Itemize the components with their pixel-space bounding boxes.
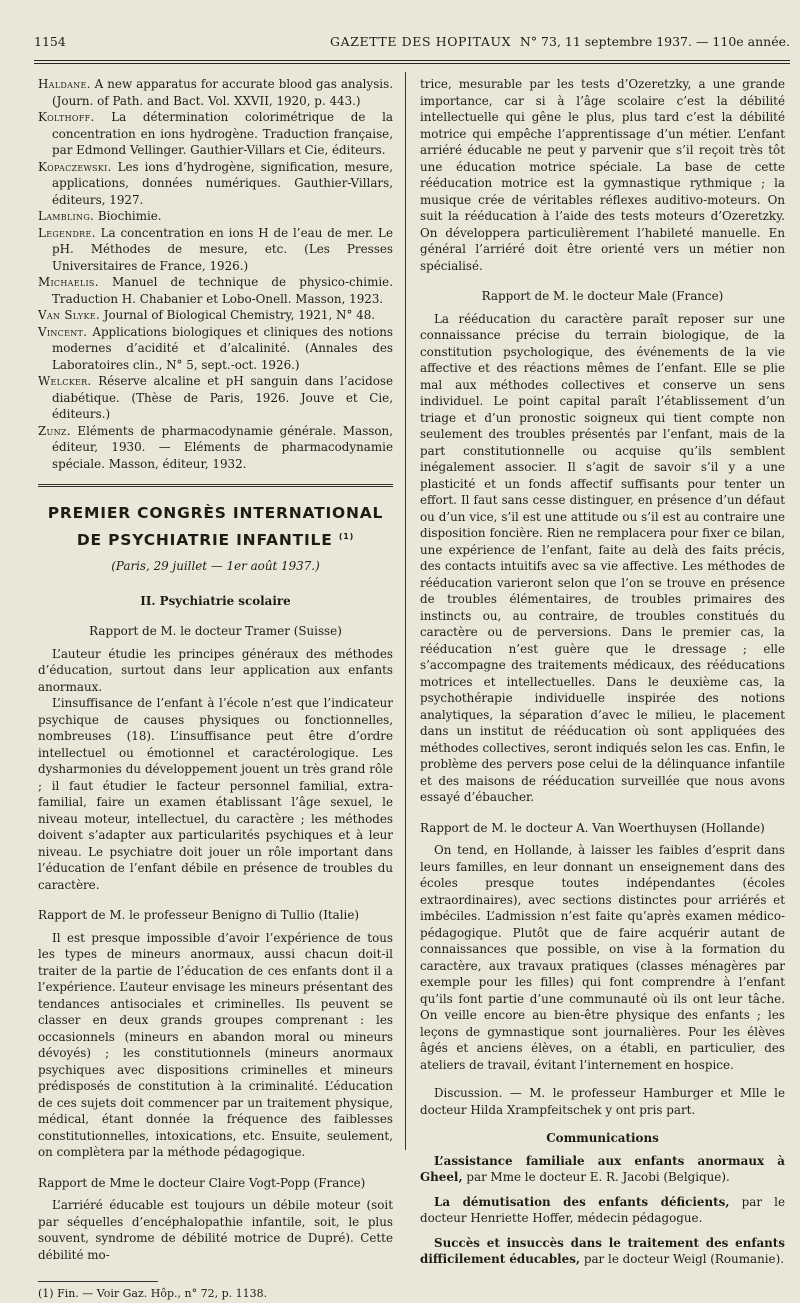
reference-item: Legendre. La concentration en ions H de l’eau de mer. Le pH. Méthodes de mesure, etc. (Les Presses Universitaires de France, 1926.) [38, 225, 393, 273]
paragraph: trice, mesurable par les tests d’Ozeretzky, a une grande importance, car si à l’âge scolaire c’est la débilité intellectuelle qui gêne le plus, plus tard c’est la débilité motrice qui empêche l’apprentissage d’un métier. L’enfant arriéré éducable ne peut y parvenir que s’il reçoit très tôt une éducation motrice spéciale. La base de cette rééducation motrice est la gymnastique rythmique ; la musique crée de véritables réflexes auditivo-moteurs. On suit la rééducation à l’aide des tests moteurs d’Ozeretzky. On développera particulièrement l’habileté manuelle. En général l’arriéré doit être orienté vers un métier non spécialisé. [420, 77, 785, 273]
reference-item: Welcker. Réserve alcaline et pH sanguin dans l’acidose diabétique. (Thèse de Paris, 1926. Jouve et Cie, éditeurs.) [38, 374, 393, 421]
header-rule-2 [34, 63, 790, 64]
report-male [420, 288, 785, 806]
reference-item: Van Slyke. Journal of Biological Chemistry, 1921, N° 48. [38, 308, 376, 322]
reference-item: Zunz. Eléments de pharmacodynamie générale. Masson, éditeur, 1930. — Eléments de pharmacodynamie spéciale. Masson, éditeur, 1932. [38, 423, 393, 471]
report-heading: Rapport de M. le docteur A. Van Woerthuysen (Hollande) [420, 820, 765, 835]
reference-list [38, 76, 393, 472]
paragraph: On tend, en Hollande, à laisser les faibles d’esprit dans leurs familles, en leur donnant un enseignement dans des écoles presque toutes indépendantes (écoles extraordinaires), avec sections distinctes pour arriérés et imbéciles. L’admission n’est faite qu’après examen médico-pédagogique. Plutôt que de faire acquérir autant de connaissances que possible, on vise à la formation du caractère, aux travaux pratiques (classes ménagères par exemple pour les filles) qui font comprendre à l’enfant qu’ils font partie d’une communauté où ils ont leur tâche. On veille encore au bien-être physique des enfants ; les leçons de gymnastique sont journalières. Pour les élèves âgés et anciens élèves, on a établi, en particulier, des ateliers de travail, évitant l’internement en hospice. [420, 843, 785, 1072]
report-heading: Rapport de M. le docteur Tramer (Suisse) [89, 624, 342, 639]
report-van-woerthuysen [420, 820, 785, 1074]
report-tramer [38, 623, 393, 893]
footnote-mark: (1) [338, 532, 355, 541]
issue-info: N° 73, 11 septembre 1937. — 110e année. [519, 34, 790, 49]
left-column [38, 76, 393, 1303]
column-divider [405, 72, 406, 1150]
section-title: II. Psychiatrie scolaire [140, 593, 291, 608]
paragraph: L’auteur étudie les principes généraux des méthodes d’éducation, surtout dans leur application aux enfants anormaux. [38, 646, 393, 694]
page-number: 1154 [34, 34, 66, 49]
congress-dates: (Paris, 29 juillet — 1er août 1937.) [111, 559, 320, 574]
discussion: Discussion. — M. le professeur Hamburger et Mlle le docteur Hilda Xrampfeitschek y ont pris part. [420, 1086, 785, 1117]
report-heading: Rapport de Mme le docteur Claire Vogt-Popp (France) [38, 1175, 366, 1190]
reference-item: Kolthoff. La détermination colorimétrique de la concentration en ions hydrogène. Traduction française, par Edmond Vellinger. Gauthier-Villars et Cie, éditeurs. [38, 110, 393, 157]
footnote-rule [38, 1281, 158, 1282]
page-header [34, 34, 790, 56]
paragraph: Il est presque impossible d’avoir l’expérience de tous les types de mineurs anormaux, aussi chacun doit-il traiter de la partie de l’éducation de ces enfants dont il a l’expérience. L’auteur envisage les mineurs présentant des tendances antisociales et criminelles. Ils peuvent se classer en deux grands groupes comprenant : les occasionnels (mineurs en abandon moral ou mineurs dévoyés) ; les constitutionnels (mineurs anormaux psychiques avec dispositions criminelles et mineurs prédisposés de constitution à la criminalité. L’éducation de ces sujets doit commencer par un traitement physique, médical, étant donnée la fréquence des faiblesses constitutionnelles, intoxications, etc. Ensuite, seulement, on complètera par la méthode pédagogique. [38, 930, 393, 1160]
paragraph: La rééducation du caractère paraît reposer sur une connaissance précise du terrain biologique, de la constitution psychologique, des événements de la vie affective et des réactions mêmes de l’enfant. Elle se plie mal aux méthodes collectives et conserve un sens individuel. Le point capital paraît l’établissement d’un triage et d’un pronostic soigneux qui tient compte non seulement des troubles présentés par l’enfant, mais de la part constitutionnelle ou acquise qu’ils semblent inégalement associer. Il s’agit de savoir s’il y a une plasticité et un fonds affectif suffisants pour tenter un effort. Il faut sans cesse distinguer, en présence d’un défaut ou d’un vice, s’il est une attitude ou s’il est au contraire une disposition foncière. Rien ne remplacera pour fixer ce bilan, une expérience de l’enfant, faite au delà des faits précis, des contacts intuitifs avec sa vie affective. Les méthodes de rééducation varieront selon que l’on se trouve en présence de troubles élémentaires, de troubles primaires des instincts ou, au contraire, de troubles constitués du caractère ou de perversions. Dans le premier cas, la rééducation n’est guère que le dressage ; elle s’accompagne des traitements médicaux, des rééducations motrices et intellectuelles. Dans le deuxième cas, la psychothérapie individuelle inspirée des notions analytiques, la séparation d’avec le milieu, le placement dans un institut de rééducation où sont appliquées des méthodes collectives, seront indiqués selon les cas. Enfin, le problème des pervers pose celui de la délinquance infantile et des maisons de rééducation surveillée que nous avons essayé d’ébaucher. [420, 311, 785, 804]
reference-item: Michaelis. Manuel de technique de physico-chimie. Traduction H. Chabanier et Lobo-Onell. Masson, 1923. [38, 275, 393, 306]
report-heading: Rapport de M. le docteur Male (France) [481, 289, 724, 303]
report-heading: Rapport de M. le professeur Benigno di Tullio (Italie) [38, 908, 360, 923]
communication-item: La démutisation des enfants déficients, par le docteur Henriette Hoffer, médecin pédagogue. [420, 1194, 785, 1225]
congress-title: PREMIER CONGRÈS INTERNATIONAL DE PSYCHIATRIE INFANTILE $^{(1)}$ [47, 504, 384, 550]
report-vogt-popp [38, 1175, 393, 1264]
section-separator [38, 484, 393, 487]
reference-item: Kopaczewski. Les ions d’hydrogène, signification, mesure, applications, données numériques. Gauthier-Villars, éditeurs, 1927. [38, 159, 393, 207]
reference-item: Lambling. Biochimie. [38, 209, 162, 223]
paragraph: L’arriéré éducable est toujours un débile moteur (soit par séquelles d’encéphalopathie infantile, soit, le plus souvent, syndrome de débilité motrice de Dupré). Cette débilité mo- [38, 1198, 393, 1262]
footnote: (1) Fin. — Voir Gaz. Hôp., n° 72, p. 1138. [38, 1287, 268, 1301]
reference-item: Haldane. A new apparatus for accurate blood gas analysis. (Journ. of Path. and Bact. Vol. XXVII, 1920, p. 443.) [38, 77, 393, 108]
communication-item: Succès et insuccès dans le traitement des enfants difficilement éducables, par le docteur Weigl (Roumanie). [420, 1235, 785, 1266]
journal-title: GAZETTE DES HOPITAUX [330, 34, 512, 49]
communications-title: Communications [546, 1131, 659, 1145]
communication-item: L’assistance familiale aux enfants anormaux à Gheel, par Mme le docteur E. R. Jacobi (Belgique). [420, 1153, 785, 1184]
header-rule [34, 60, 790, 61]
right-column [420, 76, 785, 1276]
paragraph: L’insuffisance de l’enfant à l’école n’est que l’indicateur psychique de causes physiques ou fonctionnelles, nombreuses (18). L’insuffisance peut être d’ordre intellectuel ou émotionnel et caractérologique. Les dysharmonies du développement jouent un très grand rôle ; il faut étudier le facteur personnel familial, extra-familial, faire un examen établissant l’âge sexuel, le niveau moteur, intellectuel, du caractère ; les méthodes doivent s’adapter aux particularités psychiques et à leur niveau. Le psychiatre doit jouer un rôle important dans l’éducation de l’enfant débile en présence de troubles du caractère. [38, 696, 393, 892]
report-di-tullio [38, 907, 393, 1161]
reference-item: Vincent. Applications biologiques et cliniques des notions modernes d’acidité et d’alcalinité. (Annales des Laboratoires clin., N° 5, sept.-oct. 1926.) [38, 324, 393, 372]
